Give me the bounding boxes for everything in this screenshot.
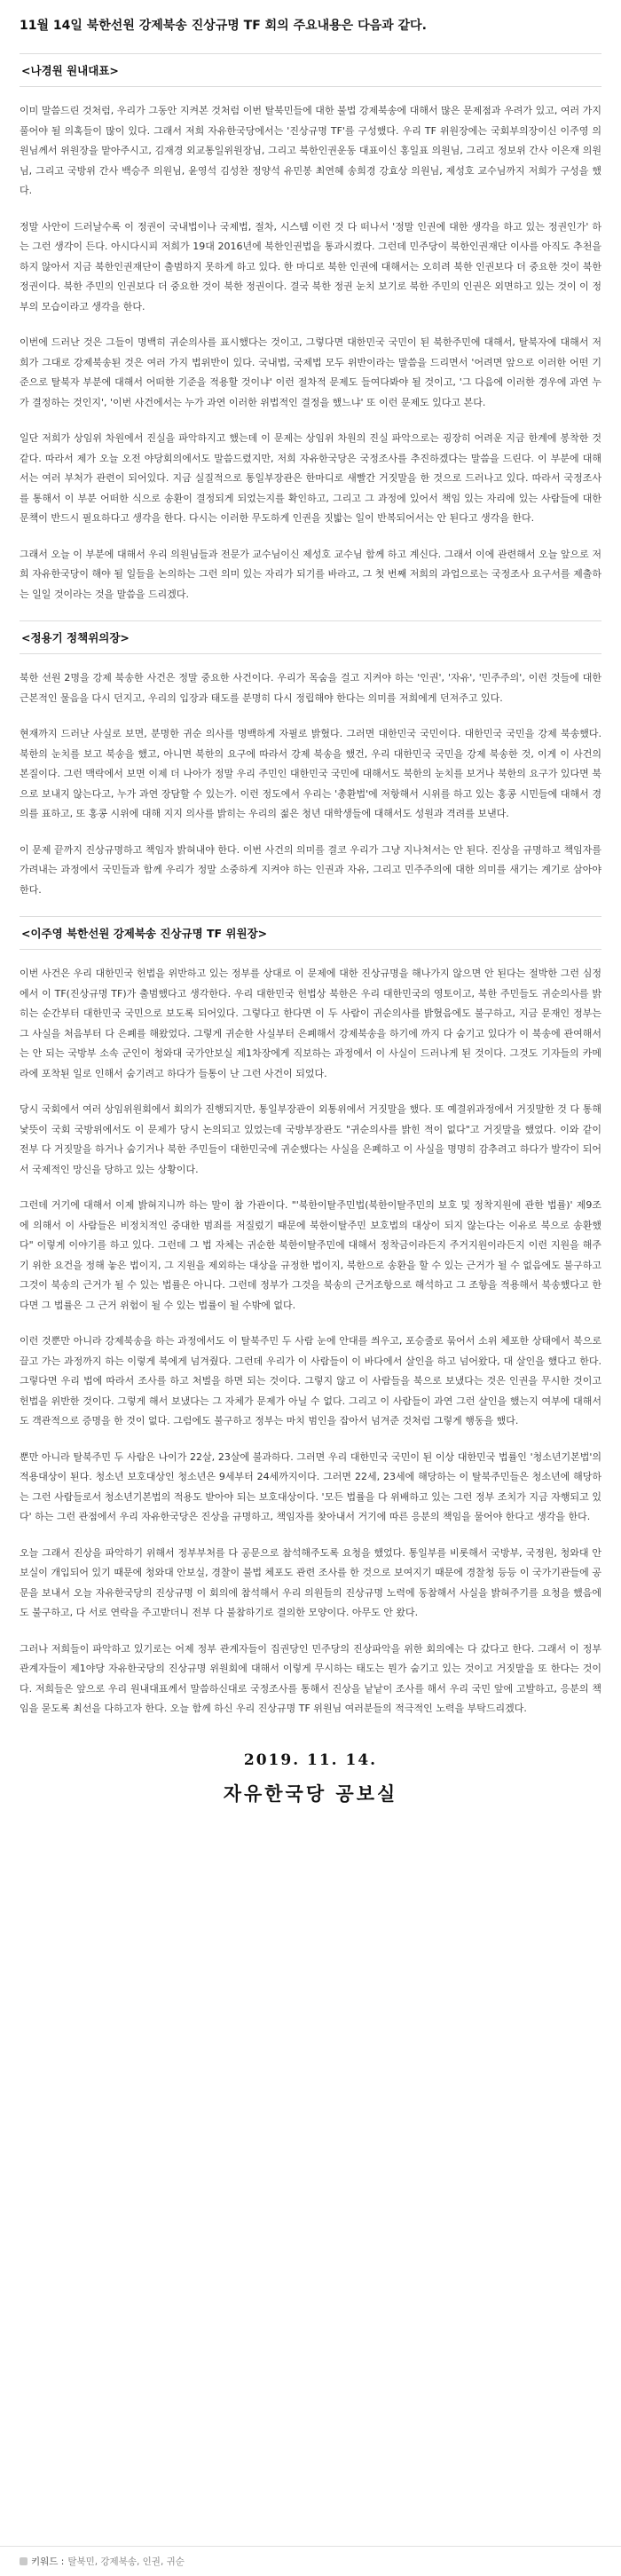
- section-na-kyung-won: [20, 53, 601, 604]
- paragraph: 이 문제 끝까지 진상규명하고 책임자 밝혀내야 한다. 이번 사건의 의미를 결코 우리가 그냥 지나쳐서는 안 된다. 진상을 규명하고 책임자를 가려내는 과정에서 국민들과 함께 우리가 정말 소중하게 지켜야 하는 인권과 자유, 그리고 민주주의에 대한 의미를 새기는 계기로 삼아야 한다.: [20, 843, 601, 896]
- paragraph: 당시 국회에서 여러 상임위원회에서 회의가 진행되지만, 통일부장관이 외통위에서 거짓말을 했다. 또 예결위과정에서 거짓말한 것 다 통해 낯뜻이 국회 국방위에서도 이 문제가 당시 논의되고 있었는데 국방부장관도 "귀순의사를 밝힌 적이 없다"고 거짓말을 했었다. 이와 같이 전부 다 거짓말을 하거나 숨기거나 북한 주민들이 대한민국에 귀순했다는 사실을 은폐하고 이 사실을 명명히 감추려고 하다가 발각이 되어서 국제적인 망신을 당하고 있는 상황이다.: [20, 1103, 601, 1175]
- paragraph: 그러나 저희들이 파악하고 있기로는 어제 정부 관계자들이 집권당인 민주당의 진상파악을 위한 회의에는 다 갔다고 한다. 그래서 이 정부 관계자들이 제1야당 자유한국당의 진상규명 위원회에 대해서 이렇게 무시하는 태도는 뭔가 숨기고 있는 것이고 거짓말을 또 한다는 것이다. 저희들은 앞으로 우리 원내대표께서 말씀하신대로 국정조사를 통해서 진상을 낱낱이 조사를 해서 우리 국민 앞에 고발하고, 응분의 책임을 묻도록 최선을 다하고자 한다. 오늘 함께 하신 우리 진상규명 TF 위원님 여러분들의 적극적인 노력을 부탁드리겠다.: [20, 1642, 601, 1714]
- paragraph: 이번 사건은 우리 대한민국 헌법을 위반하고 있는 정부를 상대로 이 문제에 대한 진상규명을 해나가지 않으면 안 된다는 절박한 그런 심정에서 이 TF(진상규명 TF)가 출범했다고 생각한다. 우리 대한민국 헌법상 북한은 우리 대한민국의 영토이고, 북한 주민들도 귀순의사를 밝히는 순간부터 대한민국 국민으로 보도록 되어있다. 그렇다고 한다면 이 두 사람이 귀순의사를 밝혔음에도 불구하고, 지금 문재인 정부는 그 사실을 처음부터 다 은폐를 해왔었다. 그렇게 귀순한 사실부터 은폐해서 강제북송을 하기에 까지 다 숨기고 있다가 이 북송에 관여해서는 안 되는 국방부 소속 군인이 청와대 국가안보실 제1차장에게 직보하는 과정에서 이 사실이 드러나게 된 것이다. 그것도 기자들의 카메라에 포착된 일로 인해서 숨기려고 하다가 들통이 난 그런 사건이 되었다.: [20, 968, 601, 1079]
- release-date: 2019. 11. 14.: [243, 1750, 378, 1769]
- section-heading: <이주영 북한선원 강제북송 진상규명 TF 위원장>: [20, 916, 601, 950]
- section-heading: <나경원 원내대표>: [20, 53, 601, 87]
- paragraph: 북한 선원 2명을 강제 북송한 사건은 정말 중요한 사건이다. 우리가 목숨을 걸고 지켜야 하는 '인권', '자유', '민주주의', 이런 것들에 대한 근본적인 물음을 다시 던지고, 우리의 입장과 태도를 분명히 다시 정립해야 한다는 의미를 저희에게 던져주고 있다.: [20, 672, 601, 704]
- paragraph: 그런데 거기에 대해서 이제 밝혀지니까 하는 말이 참 가관이다. "'북한이탈주민법(북한이탈주민의 보호 및 정착지원에 관한 법률)' 제9조에 의해서 이 사람들은 비정치적인 중대한 범죄를 저질렀기 때문에 북한이탈주민 보호법의 대상이 되지 않는다는 이유로 북으로 송환했다" 이렇게 이야기를 하고 있다. 그런데 그 법 자체는 귀순한 북한이탈주민에 대해서 정착금이라든지 주거지원이라든지 이런 지원을 해주기 위한 요건을 정해 놓은 법이지, 그 지원을 제외하는 대상을 규정한 법이지, 북한으로 송환을 할 수 있는 근거가 될 수 없음에도 불구하고 그것이 북송의 근거가 될 수 있는 법률은 아니다. 그런데 정부가 그것을 북송의 근거조항으로 해석하고 그 조항을 적용해서 북송했다고 한다면 그 법률은 그 근거 위험이 될 수 있는 법률이 될 수밖에 없다.: [20, 1199, 601, 1311]
- paragraph: 일단 저희가 상임위 차원에서 진실을 파악하지고 했는데 이 문제는 상임위 차원의 진실 파악으로는 굉장히 어려운 지금 한계에 봉착한 것 같다. 따라서 제가 오늘 오전 야당회의에서도 말씀드렸지만, 저희 자유한국당은 국정조사를 추진하겠다는 말씀을 드린다. 이 부분에 대해서는 여러 부처가 관련이 되어있다. 지금 실질적으로 통일부장관은 한마디로 새빨간 거짓말을 한 것으로 드러나고 있다. 따라서 국정조사를 통해서 이 부분 어떠한 식으로 송환이 결정되게 되었는지를 확인하고, 그리고 그 과정에 있어서 책임 있는 자리에 있는 사람들에 대한 문책이 반드시 필요하다고 생각을 한다. 다시는 이러한 무도하게 인권을 짓밟는 일이 반복되어서는 안 된다고 생각을 한다.: [20, 432, 601, 524]
- paragraph: 그래서 오늘 이 부분에 대해서 우리 의원님들과 전문가 교수님이신 제성호 교수님 함께 하고 계신다. 그래서 이에 관련해서 오늘 앞으로 저희 자유한국당이 해야 될 일들을 논의하는 그런 의미 있는 자리가 되기를 바라고, 그 첫 번째 저희의 과업으로는 국정조사 요구서를 제출하는 일일 것이라는 것을 말씀을 드리겠다.: [20, 548, 601, 600]
- paragraph: 이미 말씀드린 것처럼, 우리가 그동안 지켜본 것처럼 이번 탈북민들에 대한 불법 강제북송에 대해서 많은 문제점과 우려가 있고, 여러 가지 풀어야 될 의혹들이 많이 있다. 그래서 저희 자유한국당에서는 '진상규명 TF'를 구성했다. 우리 TF 위원장에는 국회부의장이신 이주영 의원님께서 위원장을 맡아주시고, 김재경 외교통일위원장님, 그리고 북한인권운동 대표이신 홍일표 의원님, 그리고 정보위 간사 이은재 의원님, 그리고 국방위 간사 백승주 의원님, 윤영석 김성찬 정양석 유민봉 최연혜 송희경 강효상 의원님, 제성호 교수님까지 저희가 구성을 했다.: [20, 105, 601, 196]
- signature-block: [20, 1751, 601, 1806]
- keyword-list[interactable]: 탈북민, 강제북송, 인권, 귀순: [67, 2556, 185, 2567]
- issuer-name: 자유한국당 공보실: [223, 1782, 398, 1805]
- section-heading: <정용기 정책위의장>: [20, 620, 601, 654]
- keyword-label: 키워드 :: [31, 2556, 65, 2567]
- paragraph: 이런 것뿐만 아니라 강제북송을 하는 과정에서도 이 탈북주민 두 사람 눈에 안대를 씌우고, 포승줄로 묶어서 소위 체포한 상태에서 북으로 끌고 가는 과정까지 하는 이렇게 북에게 넘겨줬다. 그런데 우리가 이 사람들이 이 바다에서 살인을 하고 넘어왔다, 대 살인을 했다고 한다. 그렇다면 우리 법에 따라서 조사를 하고 처벌을 하면 되는 것이다. 그렇지 않고 이 사람들을 북으로 보냈다는 것은 인권을 무시한 것이고 헌법을 위반한 것이다. 그렇게 해서 보냈다는 그 자체가 문제가 아닐 수 없다. 그리고 이 사람들이 과연 그런 살인을 했는지 여부에 대해서도 객관적으로 증명을 한 것이 없다. 그럼에도 불구하고 정부는 마치 범인을 잡아서 넘겨준 것처럼 그렇게 행동을 했다.: [20, 1335, 601, 1426]
- paragraph: 정말 사안이 드러날수록 이 정권이 국내법이나 국제법, 절차, 시스템 이런 것 다 떠나서 '정말 인권에 대한 생각을 하고 있는 정권인가' 하는 그런 생각이 든다. 아시다시피 저희가 19대 2016년에 북한인권법을 통과시켰다. 그런데 민주당이 북한인권재단 이사를 아직도 추천을 하지 않아서 지금 북한인권재단이 출범하지 못하게 하고 있다. 한 마디로 북한 인권에 대해서는 오히려 북한 인권보다 더 중요한 것이 북한 정권이다. 북한 주민의 인권보다 더 중요한 것이 북한 정권이다. 결국 북한 정권 눈치 보기로 북한 주민의 인권은 외면하고 있는 것이 이 정부의 모습이라고 생각을 한다.: [20, 220, 601, 312]
- paragraph: 현재까지 드러난 사실로 보면, 분명한 귀순 의사를 명백하게 자필로 밝혔다. 그러면 대한민국 국민이다. 대한민국 국민을 강제 북송했다. 북한의 눈치를 보고 북송을 했고, 아니면 북한의 요구에 따라서 강제 북송을 했건, 우리 대한민국 국민을 강제 북송한 것, 이게 이 사건의 본질이다. 그런 맥락에서 보면 이제 더 나아가 정말 우리 주민인 대한민국 국민에 대해서도 북한의 눈치를 보거나 북한의 요구가 있다면 북으로 보내지 않는다고, 누가 과연 장담할 수 있는가. 이런 정도에서 우리는 '총환법'에 저항해서 시위를 하고 있는 홍콩 시민들에 대해서 경의를 표하고, 또 홍콩 시위에 대해 지지 의사를 밝히는 우리의 젊은 청년 대학생들에 대해서도 성원과 격려를 보낸다.: [20, 728, 601, 819]
- intro-heading: 11월 14일 북한선원 강제북송 진상규명 TF 회의 주요내용은 다음과 같다.: [20, 19, 427, 33]
- paragraph: 뿐만 아니라 탈북주민 두 사람은 나이가 22살, 23살에 불과하다. 그러면 우리 대한민국 국민이 된 이상 대한민국 법률인 '청소년기본법'의 적용대상이 된다. 청소년 보호대상인 청소년은 9세부터 24세까지이다. 그러면 22세, 23세에 해당하는 이 탈북주민들은 청소년에 해당하는 그런 사람들로서 청소년기본법의 적용도 받아야 되는 보호대상이다. '모든 법률을 다 위배하고 있는 그런 정부 조치가 지금 자행되고 있다' 하는 그런 관점에서 우리 자유한국당은 진상을 규명하고, 책임자를 찾아내서 거기에 따른 응분의 책임을 물어야 한다고 생각을 한다.: [20, 1450, 601, 1522]
- section-jung-yong-ki: [20, 620, 601, 900]
- paragraph: 이번에 드러난 것은 그들이 명백히 귀순의사를 표시했다는 것이고, 그렇다면 대한민국 국민이 된 북한주민에 대해서, 탈북자에 대해서 저희가 그대로 강제북송된 것은 여러 가지 법위반이 있다. 국내법, 국제법 모두 위반이라는 말씀을 드리면서 '어려면 앞으로 이러한 어떤 기준으로 탈북자 부분에 대해서 어떠한 기준을 적용할 것이냐' 이런 절차적 문제도 들여다봐야 될 것이고, '그 다음에 이러한 경우에 과연 누가 결정하는 것인지', '이번 사건에서는 누가 과연 이러한 위법적인 결정을 했느냐' 또 이런 문제도 있다고 본다.: [20, 336, 601, 408]
- section-lee-ju-young: [20, 916, 601, 1719]
- tag-icon: [20, 2557, 28, 2565]
- paragraph: 오늘 그래서 진상을 파악하기 위해서 정부부처를 다 공문으로 참석해주도록 요청을 했었다. 통일부를 비롯해서 국방부, 국정원, 청와대 안보실이 개입되어 있기 때문에 청와대 안보실, 경찰이 불법 체포도 관련 조사를 한 것으로 보여지기 때문에 경찰청 등등 이 국가기관들에 공문을 보내서 오늘 자유한국당의 진상규명 이 회의에 참석해서 우리 의원들의 진상규명 노력에 동참해서 사실을 밝혀주기를 요청을 했음에도 불구하고, 다 서로 연락을 주고받더니 전부 다 불참하기로 결의한 모양이다. 아무도 안 왔다.: [20, 1546, 601, 1618]
- keyword-bar: [0, 2546, 621, 2576]
